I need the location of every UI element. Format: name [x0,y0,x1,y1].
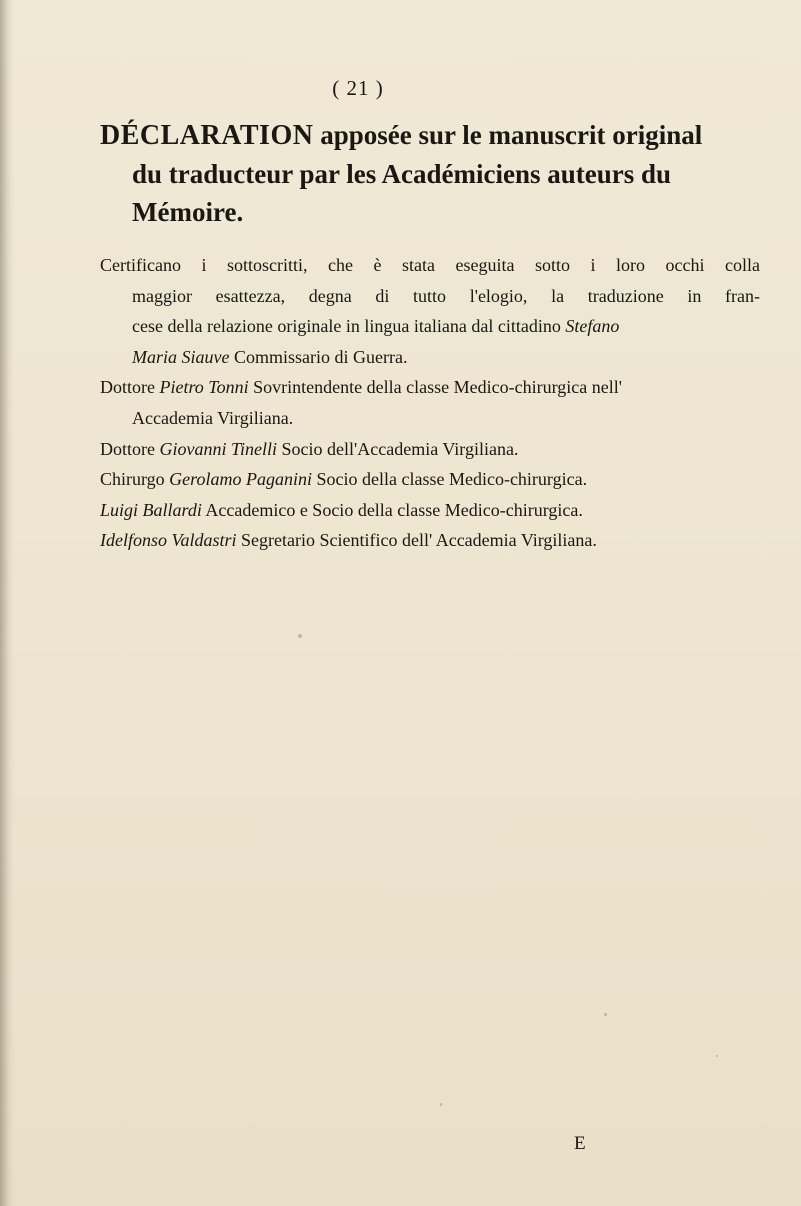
paper-speck [440,1103,442,1106]
certification-line-4 [100,342,760,373]
signatory-name: Pietro Tonni [159,377,249,398]
signatory-4 [100,495,760,526]
signatory-role: Socio della classe Medico-chirurgica. [316,469,588,490]
certification-line-3-text: cese della relazione originale in lingua italiana dal cittadino [132,316,561,337]
signatory-1-role-continued: Accademia Virgiliana. [132,407,294,428]
signatory-title: Dottore [100,377,155,398]
paper-speck [298,634,302,638]
page-number: ( 21 ) [332,76,384,100]
signatory-name: Idelfonso Valdastri [100,530,237,551]
paper-speck [716,1055,718,1057]
catchword: E [574,1133,586,1154]
translator-last-name: Maria Siauve [132,346,230,367]
signatory-name: Gerolamo Paganini [169,469,312,490]
heading-first-word: DÉCLARATION [100,120,314,151]
certification-line-3 [100,311,760,342]
signatory-title: Chirurgo [100,469,165,490]
heading-line-2: du traducteur par les Académiciens auteurs du [132,159,672,189]
signatory-3 [100,464,760,495]
signatory-title: Dottore [100,438,155,459]
signatory-name: Luigi Ballardi [100,499,202,520]
declaration-body [100,250,760,556]
signatory-role: Socio dell'Accademia Virgiliana. [281,438,519,459]
declaration-heading [100,116,770,231]
heading-line-1 [100,116,770,155]
certification-line-1: Certificano i sottoscritti, che è stata eseguita sotto i loro occhi colla [100,255,760,275]
translator-role: Commissario di Guerra. [233,346,408,367]
translator-first-name: Stefano [565,316,620,337]
binding-shadow [0,0,14,1206]
signatory-1 [100,372,760,403]
heading-line-1-rest: apposée sur le manuscrit original [320,120,703,150]
signatory-5 [100,525,760,556]
heading-line-3: Mémoire. [132,197,244,227]
paper-speck [604,1013,607,1016]
signatory-name: Giovanni Tinelli [159,438,277,459]
signatory-2 [100,434,760,465]
certification-line-2: maggior esattezza, degna di tutto l'elogio, la traduzione in fran- [132,285,760,306]
signatory-role: Sovrintendente della classe Medico-chirurgica nell' [253,377,622,398]
signatory-role: Accademico e Socio della classe Medico-chirurgica. [205,499,583,520]
signatory-role: Segretario Scientifico dell' Accademia Virgiliana. [241,530,597,551]
